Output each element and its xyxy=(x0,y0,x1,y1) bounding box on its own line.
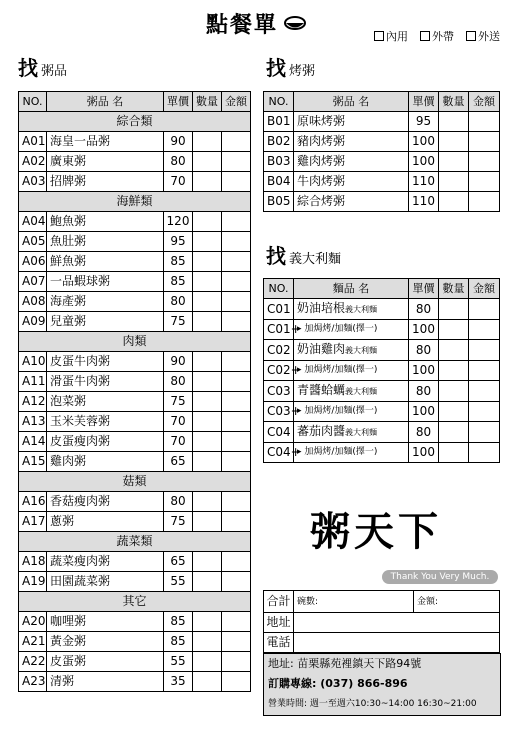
item-price: 80 xyxy=(164,292,193,312)
phone-label: 電話 xyxy=(264,633,294,653)
category-row xyxy=(19,112,251,132)
table-row xyxy=(19,552,251,572)
quantity-cell[interactable] xyxy=(439,192,469,212)
amount-cell[interactable] xyxy=(222,632,251,652)
item-name: 清粥 xyxy=(47,672,164,692)
item-name: 滑蛋牛肉粥 xyxy=(47,372,164,392)
quantity-cell[interactable] xyxy=(193,652,222,672)
table-row xyxy=(264,361,500,381)
item-price: 100 xyxy=(409,132,439,152)
amount-cell[interactable] xyxy=(222,312,251,332)
column-header: 數量 xyxy=(439,92,469,112)
table-row xyxy=(19,572,251,592)
quantity-cell[interactable] xyxy=(193,372,222,392)
item-code: A16 xyxy=(19,492,47,512)
item-code: A02 xyxy=(19,152,47,172)
item-price: 65 xyxy=(164,452,193,472)
item-code: A07 xyxy=(19,272,47,292)
quantity-cell[interactable] xyxy=(439,132,469,152)
thanks-badge: Thank You Very Much. xyxy=(382,570,498,584)
item-name: 青醬蛤蠣義大利麵 xyxy=(294,381,409,402)
column-header: 金額 xyxy=(222,92,251,112)
item-code: A15 xyxy=(19,452,47,472)
amount-cell[interactable] xyxy=(222,452,251,472)
item-name: 蔥粥 xyxy=(47,512,164,532)
amount-cell[interactable] xyxy=(469,299,500,320)
item-name: 雞肉烤粥 xyxy=(294,152,409,172)
quantity-cell[interactable] xyxy=(193,512,222,532)
quantity-cell[interactable] xyxy=(193,172,222,192)
amount-cell[interactable] xyxy=(469,402,500,422)
category-label: 蔬菜類 xyxy=(19,532,251,552)
item-name: 雞肉粥 xyxy=(47,452,164,472)
item-price: 55 xyxy=(164,572,193,592)
quantity-cell[interactable] xyxy=(439,443,469,463)
item-code: C03 xyxy=(264,381,294,402)
item-code: A12 xyxy=(19,392,47,412)
table-row xyxy=(264,152,500,172)
table-header-row xyxy=(19,92,251,112)
amount-cell[interactable] xyxy=(222,132,251,152)
table-header-row xyxy=(264,92,500,112)
page-title: 點餐單 xyxy=(206,12,279,38)
quantity-cell[interactable] xyxy=(193,572,222,592)
item-name: 蕃茄肉醬義大利麵 xyxy=(294,422,409,443)
pasta-section-title: 找義大利麵 xyxy=(266,244,342,268)
table-row xyxy=(19,652,251,672)
store-phone: 訂購專線: (037) 866-896 xyxy=(268,677,408,690)
item-price: 85 xyxy=(164,252,193,272)
porridge-section-title: 找粥品 xyxy=(18,56,68,80)
amount-cell[interactable] xyxy=(222,552,251,572)
item-code: C02 xyxy=(264,340,294,361)
column-header: 數量 xyxy=(193,92,222,112)
phone-field[interactable] xyxy=(294,633,500,653)
category-label: 菇類 xyxy=(19,472,251,492)
amount-cell[interactable] xyxy=(222,292,251,312)
quantity-cell[interactable] xyxy=(193,272,222,292)
item-name: ▸ 加焗烤/加麵(擇一) xyxy=(294,402,409,422)
quantity-cell[interactable] xyxy=(439,381,469,402)
item-name: 魚肚粥 xyxy=(47,232,164,252)
quantity-cell[interactable] xyxy=(439,152,469,172)
table-row xyxy=(19,372,251,392)
item-subname: 義大利麵 xyxy=(345,428,378,437)
quantity-cell[interactable] xyxy=(193,552,222,572)
item-name: 蔬菜瘦肉粥 xyxy=(47,552,164,572)
item-code: A13 xyxy=(19,412,47,432)
table-row xyxy=(264,112,500,132)
item-name: 皮蛋牛肉粥 xyxy=(47,352,164,372)
category-label: 肉類 xyxy=(19,332,251,352)
item-code: A21 xyxy=(19,632,47,652)
amount-cell[interactable] xyxy=(222,352,251,372)
quantity-cell[interactable] xyxy=(193,312,222,332)
amount-cell[interactable] xyxy=(222,172,251,192)
item-name: 海產粥 xyxy=(47,292,164,312)
amount-cell[interactable] xyxy=(222,492,251,512)
item-code: A19 xyxy=(19,572,47,592)
column-header: 粥品 名 xyxy=(294,92,409,112)
item-price: 35 xyxy=(164,672,193,692)
table-row xyxy=(19,672,251,692)
table-row xyxy=(264,422,500,443)
option-delivery[interactable]: 外送 xyxy=(466,28,500,44)
item-name: 咖哩粥 xyxy=(47,612,164,632)
item-name: 田園蔬菜粥 xyxy=(47,572,164,592)
amount-cell[interactable] xyxy=(469,172,500,192)
item-subname: 義大利麵 xyxy=(345,305,378,314)
category-row xyxy=(19,332,251,352)
item-code: A20 xyxy=(19,612,47,632)
table-row xyxy=(19,412,251,432)
amount-cell[interactable] xyxy=(222,652,251,672)
table-row xyxy=(264,402,500,422)
quantity-cell[interactable] xyxy=(193,232,222,252)
amount-cell[interactable] xyxy=(222,412,251,432)
item-name: 黃金粥 xyxy=(47,632,164,652)
item-code: B05 xyxy=(264,192,294,212)
item-name: 海皇一品粥 xyxy=(47,132,164,152)
quantity-cell[interactable] xyxy=(439,172,469,192)
item-code: B04 xyxy=(264,172,294,192)
item-code: A17 xyxy=(19,512,47,532)
item-price: 80 xyxy=(409,422,439,443)
category-label: 其它 xyxy=(19,592,251,612)
item-price: 70 xyxy=(164,412,193,432)
option-dine-in[interactable]: 內用 xyxy=(374,28,408,44)
amount-cell[interactable] xyxy=(469,192,500,212)
item-price: 90 xyxy=(164,352,193,372)
table-header-row xyxy=(264,279,500,299)
item-name: 原味烤粥 xyxy=(294,112,409,132)
amount-cell[interactable] xyxy=(469,152,500,172)
porridge-table xyxy=(18,91,251,692)
table-row xyxy=(264,299,500,320)
item-price: 55 xyxy=(164,652,193,672)
amount-cell[interactable] xyxy=(469,340,500,361)
table-row xyxy=(264,172,500,192)
item-code: A05 xyxy=(19,232,47,252)
item-price: 80 xyxy=(409,340,439,361)
table-row xyxy=(19,132,251,152)
item-price: 80 xyxy=(164,372,193,392)
item-code: B03 xyxy=(264,152,294,172)
item-code: A04 xyxy=(19,212,47,232)
item-code: A18 xyxy=(19,552,47,572)
item-code: B02 xyxy=(264,132,294,152)
item-price: 110 xyxy=(409,172,439,192)
quantity-cell[interactable] xyxy=(193,492,222,512)
item-name: 鮮魚粥 xyxy=(47,252,164,272)
order-summary-table xyxy=(263,590,500,653)
item-name: ▸ 加焗烤/加麵(擇一) xyxy=(294,320,409,340)
amount-cell[interactable] xyxy=(222,372,251,392)
item-price: 80 xyxy=(164,492,193,512)
item-price: 100 xyxy=(409,320,439,340)
amount-cell[interactable] xyxy=(222,512,251,532)
category-label: 綜合類 xyxy=(19,112,251,132)
item-code: A11 xyxy=(19,372,47,392)
quantity-cell[interactable] xyxy=(193,432,222,452)
item-name: 皮蛋粥 xyxy=(47,652,164,672)
amount-cell[interactable] xyxy=(469,422,500,443)
order-type-options xyxy=(374,28,500,44)
quantity-cell[interactable] xyxy=(193,252,222,272)
amount-cell[interactable] xyxy=(222,612,251,632)
table-row xyxy=(19,312,251,332)
quantity-cell[interactable] xyxy=(439,361,469,381)
amount-cell[interactable] xyxy=(469,381,500,402)
amount-cell[interactable] xyxy=(469,443,500,463)
item-name: 綜合烤粥 xyxy=(294,192,409,212)
quantity-cell[interactable] xyxy=(193,452,222,472)
baked-section-title: 找烤粥 xyxy=(266,56,316,80)
item-code: C01 xyxy=(264,299,294,320)
brand-logo: 粥天下 xyxy=(310,508,442,555)
table-row xyxy=(264,132,500,152)
category-row xyxy=(19,592,251,612)
table-row xyxy=(19,612,251,632)
quantity-cell[interactable] xyxy=(193,152,222,172)
item-code: A22 xyxy=(19,652,47,672)
amount-cell[interactable] xyxy=(222,432,251,452)
quantity-cell[interactable] xyxy=(439,112,469,132)
quantity-cell[interactable] xyxy=(439,422,469,443)
address-field[interactable] xyxy=(294,613,500,633)
table-row xyxy=(264,340,500,361)
amount-cell[interactable] xyxy=(469,361,500,381)
item-price: 65 xyxy=(164,552,193,572)
table-row xyxy=(264,192,500,212)
table-row xyxy=(19,452,251,472)
item-name: ▸ 加焗烤/加麵(擇一) xyxy=(294,443,409,463)
item-code: B01 xyxy=(264,112,294,132)
item-price: 80 xyxy=(409,299,439,320)
column-header: 麵品 名 xyxy=(294,279,409,299)
item-subname: 義大利麵 xyxy=(345,346,378,355)
item-price: 80 xyxy=(409,381,439,402)
item-name: 一品蝦球粥 xyxy=(47,272,164,292)
item-price: 75 xyxy=(164,512,193,532)
bowl-icon xyxy=(284,14,306,30)
item-name: 牛肉烤粥 xyxy=(294,172,409,192)
amount-cell[interactable] xyxy=(222,272,251,292)
item-name: 奶油培根義大利麵 xyxy=(294,299,409,320)
item-code: A10 xyxy=(19,352,47,372)
item-price: 95 xyxy=(409,112,439,132)
item-price: 75 xyxy=(164,392,193,412)
option-takeout[interactable]: 外帶 xyxy=(420,28,454,44)
item-price: 100 xyxy=(409,443,439,463)
store-hours: 營業時間: 週一至週六10:30~14:00 16:30~21:00 xyxy=(268,699,477,709)
store-info xyxy=(263,653,501,716)
item-code: A14 xyxy=(19,432,47,452)
amount-cell[interactable] xyxy=(222,252,251,272)
column-header: NO. xyxy=(264,92,294,112)
table-row xyxy=(19,432,251,452)
column-header: 金額 xyxy=(469,92,500,112)
item-name: 皮蛋瘦肉粥 xyxy=(47,432,164,452)
item-price: 70 xyxy=(164,432,193,452)
amount-cell[interactable] xyxy=(222,392,251,412)
item-name: 香菇瘦肉粥 xyxy=(47,492,164,512)
item-price: 95 xyxy=(164,232,193,252)
amount-cell[interactable] xyxy=(469,112,500,132)
amount-cell[interactable] xyxy=(222,572,251,592)
item-price: 85 xyxy=(164,632,193,652)
item-code: A23 xyxy=(19,672,47,692)
item-code: A01 xyxy=(19,132,47,152)
item-code: A06 xyxy=(19,252,47,272)
item-price: 100 xyxy=(409,152,439,172)
item-code: C04 xyxy=(264,422,294,443)
quantity-cell[interactable] xyxy=(193,352,222,372)
column-header: 單價 xyxy=(409,92,439,112)
amount-cell[interactable] xyxy=(222,212,251,232)
item-code: A09 xyxy=(19,312,47,332)
quantity-cell[interactable] xyxy=(439,402,469,422)
item-name: 玉米芙蓉粥 xyxy=(47,412,164,432)
category-row xyxy=(19,472,251,492)
item-name: 泡菜粥 xyxy=(47,392,164,412)
table-row xyxy=(19,632,251,652)
table-row xyxy=(19,272,251,292)
pasta-table xyxy=(263,278,500,463)
item-name: ▸ 加焗烤/加麵(擇一) xyxy=(294,361,409,381)
column-header: NO. xyxy=(19,92,47,112)
bowls-field[interactable]: 碗數: xyxy=(294,591,414,613)
checkbox[interactable] xyxy=(466,31,476,41)
item-code: C01+ xyxy=(264,320,294,340)
item-name: 豬肉烤粥 xyxy=(294,132,409,152)
table-row xyxy=(19,512,251,532)
item-price: 80 xyxy=(164,152,193,172)
item-price: 75 xyxy=(164,312,193,332)
item-code: C03+ xyxy=(264,402,294,422)
amount-cell[interactable] xyxy=(469,320,500,340)
item-price: 100 xyxy=(409,402,439,422)
item-name: 奶油雞肉義大利麵 xyxy=(294,340,409,361)
column-header: 粥品 名 xyxy=(47,92,164,112)
table-row xyxy=(19,152,251,172)
quantity-cell[interactable] xyxy=(439,320,469,340)
category-row xyxy=(19,192,251,212)
total-label: 合計 xyxy=(264,591,294,613)
amount-cell[interactable] xyxy=(222,672,251,692)
quantity-cell[interactable] xyxy=(193,612,222,632)
table-row xyxy=(19,212,251,232)
quantity-cell[interactable] xyxy=(193,412,222,432)
table-row xyxy=(19,392,251,412)
amount-cell[interactable] xyxy=(469,132,500,152)
table-row xyxy=(19,252,251,272)
quantity-cell[interactable] xyxy=(193,132,222,152)
table-row xyxy=(264,443,500,463)
quantity-cell[interactable] xyxy=(439,340,469,361)
item-price: 85 xyxy=(164,272,193,292)
item-name: 兒童粥 xyxy=(47,312,164,332)
address-label: 地址 xyxy=(264,613,294,633)
category-label: 海鮮類 xyxy=(19,192,251,212)
checkbox[interactable] xyxy=(374,31,384,41)
store-address: 地址: 苗栗縣苑裡鎮天下路94號 xyxy=(268,657,422,670)
table-row xyxy=(19,172,251,192)
item-name: 廣東粥 xyxy=(47,152,164,172)
item-name: 鮑魚粥 xyxy=(47,212,164,232)
item-price: 110 xyxy=(409,192,439,212)
item-code: A03 xyxy=(19,172,47,192)
item-code: C04+ xyxy=(264,443,294,463)
column-header: NO. xyxy=(264,279,294,299)
item-price: 85 xyxy=(164,612,193,632)
item-price: 90 xyxy=(164,132,193,152)
amount-cell[interactable] xyxy=(222,232,251,252)
baked-table xyxy=(263,91,500,212)
table-row xyxy=(19,352,251,372)
category-row xyxy=(19,532,251,552)
checkbox[interactable] xyxy=(420,31,430,41)
item-code: C02+ xyxy=(264,361,294,381)
item-price: 100 xyxy=(409,361,439,381)
table-row xyxy=(19,492,251,512)
quantity-cell[interactable] xyxy=(193,632,222,652)
amount-cell[interactable] xyxy=(222,152,251,172)
quantity-cell[interactable] xyxy=(193,672,222,692)
table-row xyxy=(264,381,500,402)
column-header: 金額 xyxy=(469,279,500,299)
quantity-cell[interactable] xyxy=(439,299,469,320)
column-header: 單價 xyxy=(164,92,193,112)
quantity-cell[interactable] xyxy=(193,392,222,412)
quantity-cell[interactable] xyxy=(193,212,222,232)
item-subname: 義大利麵 xyxy=(345,387,378,396)
amount-field[interactable]: 金額: xyxy=(414,591,500,613)
quantity-cell[interactable] xyxy=(193,292,222,312)
table-row xyxy=(264,320,500,340)
table-row xyxy=(19,232,251,252)
table-row xyxy=(19,292,251,312)
column-header: 單價 xyxy=(409,279,439,299)
item-price: 70 xyxy=(164,172,193,192)
column-header: 數量 xyxy=(439,279,469,299)
item-name: 招牌粥 xyxy=(47,172,164,192)
item-price: 120 xyxy=(164,212,193,232)
item-code: A08 xyxy=(19,292,47,312)
